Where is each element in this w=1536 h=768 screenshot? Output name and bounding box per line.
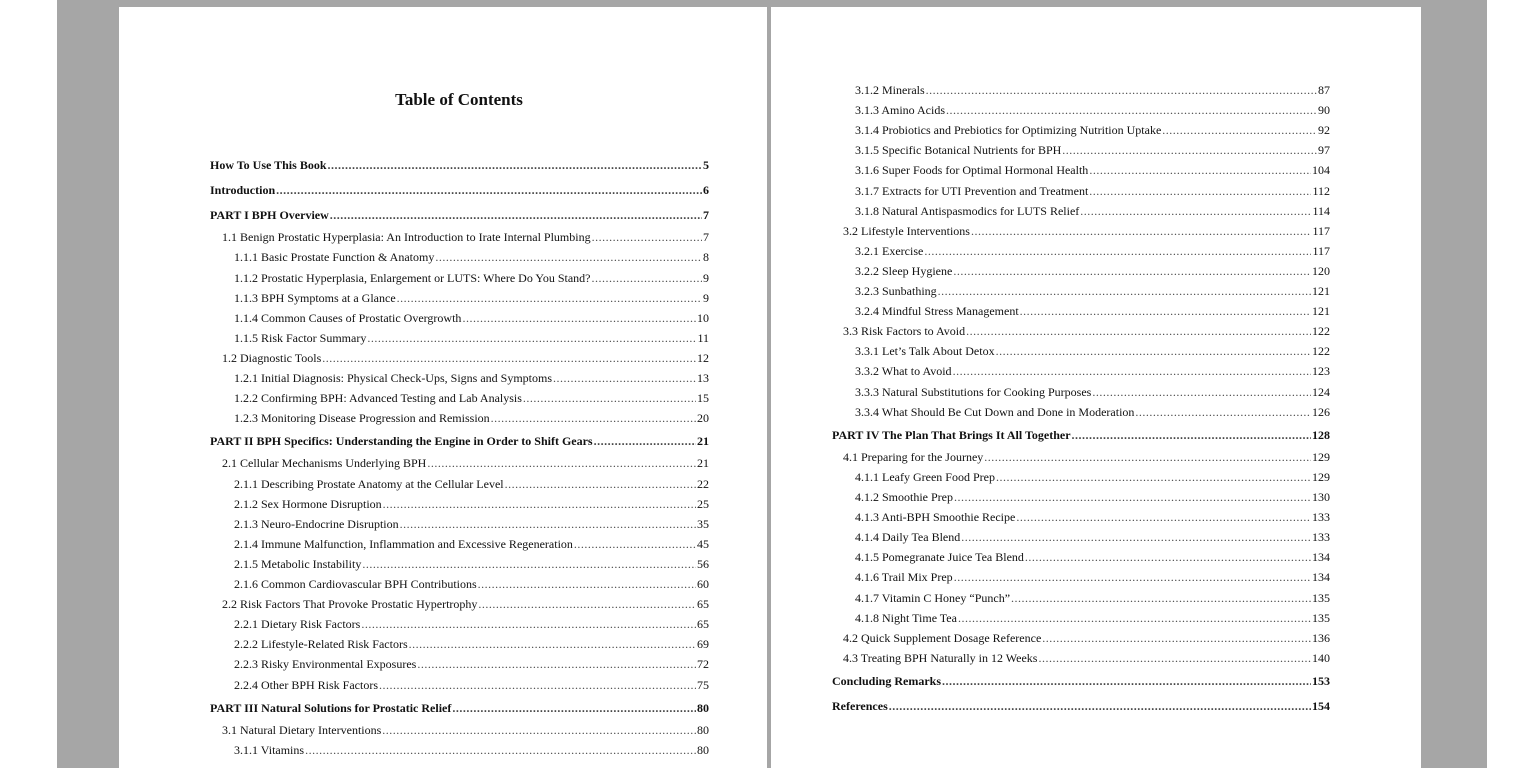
toc-entry-label: 4.1.7 Vitamin C Honey “Punch” [855,590,1011,605]
page-right [771,7,1421,768]
toc-entry-page-number: 133 [1312,510,1330,525]
toc-entry[interactable] [234,617,709,631]
toc-entry-page-number: 12 [697,350,709,365]
toc-entry[interactable] [855,184,1330,198]
toc-entry[interactable] [843,324,1330,338]
toc-entry[interactable] [855,591,1330,605]
dot-leader [322,351,696,365]
toc-entry-page-number: 117 [1312,243,1330,258]
toc-entry-page-number: 65 [697,617,709,632]
toc-entry-page-number: 92 [1318,123,1330,138]
toc-entry[interactable] [855,405,1330,419]
dot-leader [984,450,1311,464]
toc-entry-label: 3.3.3 Natural Substitutions for Cooking Purposes [855,384,1092,399]
dot-leader [382,723,696,737]
dot-leader [417,657,696,671]
toc-entry[interactable] [234,291,709,305]
toc-entry-page-number: 7 [703,208,709,223]
toc-entry[interactable] [222,351,709,365]
toc-entry-page-number: 6 [703,183,709,198]
toc-entry[interactable] [855,204,1330,218]
toc-entry-label: 3.1.1 Vitamins [234,742,305,757]
dot-leader [924,244,1311,258]
dot-leader [1092,385,1311,399]
toc-entry-page-number: 20 [697,411,709,426]
toc-entry-label: 3.1.6 Super Foods for Optimal Hormonal Health [855,163,1089,178]
dot-leader [400,517,696,531]
toc-entry-page-number: 69 [697,637,709,652]
toc-entry-label: 2.2.2 Lifestyle-Related Risk Factors [234,637,408,652]
toc-entry-label: 2.1.6 Common Cardiovascular BPH Contributions [234,577,477,591]
toc-entry-page-number: 122 [1312,344,1330,359]
page-title: Table of Contents [395,90,523,109]
toc-entry-page-number: 133 [1312,530,1330,545]
dot-leader [1042,631,1311,645]
toc-entry-label: 3.2.2 Sleep Hygiene [855,263,953,278]
toc-entry-page-number: 72 [697,657,709,672]
toc-entry[interactable] [832,674,1330,688]
toc-entry-label: 1.1.3 BPH Symptoms at a Glance [234,290,396,305]
dot-leader [328,158,703,172]
toc-entry[interactable] [222,230,709,244]
dot-leader [942,674,1311,688]
dot-leader [1089,163,1311,177]
dot-leader [938,284,1311,298]
dot-leader [427,456,696,470]
dot-leader [435,250,702,264]
toc-entry[interactable] [234,637,709,651]
dot-leader [971,224,1311,238]
dot-leader [946,103,1317,117]
toc-entry-page-number: 128 [1312,427,1330,442]
dot-leader [594,434,696,448]
toc-entry[interactable] [234,557,709,571]
toc-entry-page-number: 140 [1312,650,1330,665]
toc-entry-label: 4.1.5 Pomegranate Juice Tea Blend [855,550,1024,565]
toc-entry[interactable] [210,183,709,197]
dot-leader [961,530,1311,544]
dot-leader [452,701,696,715]
dot-leader [1135,405,1311,419]
toc-entry-page-number: 21 [697,456,709,471]
toc-entry[interactable] [222,597,709,611]
toc-entry[interactable] [855,470,1330,484]
toc-entry-page-number: 153 [1312,673,1330,688]
toc-entry-page-number: 90 [1318,103,1330,118]
toc-entry-label: 3.2.3 Sunbathing [855,284,937,298]
toc-entry[interactable] [855,143,1330,157]
toc-entry-page-number: 80 [697,722,709,737]
dot-leader [1089,184,1311,198]
toc-entry-page-number: 129 [1312,469,1330,484]
toc-entry-label: 1.1.4 Common Causes of Prostatic Overgrowth [234,310,462,325]
dot-leader [574,537,696,551]
toc-entry-label: References [832,699,888,713]
toc-entry[interactable] [843,224,1330,238]
toc-entry-page-number: 35 [697,516,709,531]
dot-leader [409,637,696,651]
toc-entry[interactable] [234,497,709,511]
toc-entry-label: 3.1.2 Minerals [855,83,925,97]
toc-entry-page-number: 22 [697,476,709,491]
toc-entry-label: 3.3.2 What to Avoid [855,364,952,379]
toc-entry-label: 4.1.4 Daily Tea Blend [855,530,961,545]
toc-entry[interactable] [234,311,709,325]
dot-leader [996,470,1311,484]
toc-entry-page-number: 134 [1312,550,1330,565]
toc-entry-label: 2.1.1 Describing Prostate Anatomy at the Cellular Level [234,476,504,491]
toc-entry-page-number: 104 [1312,163,1330,178]
toc-entry-page-number: 122 [1312,324,1330,339]
dot-leader [966,324,1311,338]
toc-entry-label: 2.1.3 Neuro-Endocrine Disruption [234,516,399,531]
toc-entry-label: 1.2.3 Monitoring Disease Progression and Remission [234,411,490,426]
toc-entry[interactable] [855,490,1330,504]
toc-entry-page-number: 130 [1312,490,1330,504]
toc-entry-label: 3.2 Lifestyle Interventions [843,223,970,238]
toc-entry-page-number: 123 [1312,364,1330,379]
toc-entry-label: 3.2.1 Exercise [855,243,924,258]
toc-entry-page-number: 7 [703,230,709,245]
toc-entry[interactable] [234,743,709,757]
dot-leader [379,678,696,692]
toc-entry[interactable] [210,701,709,715]
dot-leader [926,83,1317,97]
toc-entry[interactable] [843,651,1330,665]
toc-entry[interactable] [222,456,709,470]
dot-leader [523,391,696,405]
page-left [119,7,767,768]
toc-entry-label: PART II BPH Specifics: Understanding the Engine in Order to Shift Gears [210,434,593,449]
toc-entry-label: 3.1.8 Natural Antispasmodics for LUTS Relief [855,203,1080,218]
toc-entry-label: 2.2.3 Risky Environmental Exposures [234,657,417,672]
toc-entry[interactable] [855,244,1330,258]
toc-entry[interactable] [234,271,709,285]
toc-entry-page-number: 120 [1312,263,1330,278]
dot-leader [478,577,696,591]
toc-entry[interactable] [855,385,1330,399]
toc-entry-label: 3.1.3 Amino Acids [855,103,946,118]
toc-entry[interactable] [234,537,709,551]
toc-entry-label: 3.1 Natural Dietary Interventions [222,722,382,737]
dot-leader [361,617,696,631]
dot-leader [1162,123,1317,137]
toc-entry-label: 3.1.4 Probiotics and Prebiotics for Optimizing Nutrition Uptake [855,123,1162,138]
toc-entry[interactable] [843,450,1330,464]
toc-entry-label: 2.1.2 Sex Hormone Disruption [234,496,382,511]
toc-entry-label: 2.1.5 Metabolic Instability [234,556,362,571]
toc-entry-page-number: 8 [703,250,709,265]
toc-entry-page-number: 21 [697,434,709,449]
dot-leader [362,557,696,571]
toc-entry[interactable] [234,391,709,405]
toc-entry[interactable] [210,208,709,222]
toc-entry-page-number: 121 [1312,284,1330,298]
toc-entry-label: 4.2 Quick Supplement Dosage Reference [843,630,1042,645]
toc-entry-label: 3.2.4 Mindful Stress Management [855,304,1019,319]
dot-leader [1080,204,1311,218]
dot-leader [953,364,1311,378]
toc-entry-page-number: 121 [1312,304,1330,319]
dot-leader [478,597,696,611]
toc-entry-label: 4.1.2 Smoothie Prep [855,490,953,504]
dot-leader [592,271,703,285]
toc-entry[interactable] [234,678,709,692]
toc-entry-page-number: 60 [697,577,709,591]
toc-entry-label: How To Use This Book [210,158,327,172]
toc-entry[interactable] [855,264,1330,278]
toc-entry[interactable] [832,428,1330,442]
toc-entry[interactable] [234,477,709,491]
dot-leader [1016,510,1311,524]
toc-entry-label: 2.2.4 Other BPH Risk Factors [234,677,378,692]
toc-entry-page-number: 135 [1312,610,1330,625]
toc-entry[interactable] [210,434,709,448]
toc-entry[interactable] [234,331,709,345]
toc-entry[interactable] [855,611,1330,625]
toc-entry[interactable] [855,123,1330,137]
toc-entry-label: PART I BPH Overview [210,208,329,223]
toc-entry-label: 3.1.5 Specific Botanical Nutrients for BPH [855,143,1062,158]
toc-entry-page-number: 134 [1312,570,1330,585]
dot-leader [367,331,696,345]
toc-entry[interactable] [855,304,1330,318]
toc-entry[interactable] [234,517,709,531]
toc-entry-page-number: 75 [697,677,709,692]
dot-leader [1020,304,1311,318]
dot-leader [276,183,702,197]
dot-leader [491,411,696,425]
dot-leader [1025,550,1311,564]
toc-entry-label: 4.1.6 Trail Mix Prep [855,570,953,585]
toc-entry-page-number: 9 [703,270,709,285]
dot-leader [1038,651,1311,665]
toc-entry-page-number: 97 [1318,143,1330,158]
toc-entry-page-number: 87 [1318,83,1330,97]
toc-entry[interactable] [855,570,1330,584]
toc-entry-page-number: 25 [697,496,709,511]
toc-entry-page-number: 10 [697,310,709,325]
dot-leader [996,344,1311,358]
toc-entry-page-number: 129 [1312,449,1330,464]
toc-entry[interactable] [855,364,1330,378]
toc-entry[interactable] [234,371,709,385]
toc-entry[interactable] [222,723,709,737]
dot-leader [305,743,696,757]
toc-entry-page-number: 56 [697,556,709,571]
dot-leader [330,208,702,222]
dot-leader [1011,591,1311,605]
dot-leader [383,497,696,511]
dot-leader [397,291,702,305]
toc-entry[interactable] [855,530,1330,544]
toc-entry[interactable] [855,510,1330,524]
dot-leader [553,371,696,385]
toc-entry-page-number: 11 [697,330,709,345]
toc-entry[interactable] [210,158,709,172]
toc-entry-label: Concluding Remarks [832,673,942,688]
toc-entry-page-number: 13 [697,371,709,385]
dot-leader [592,230,702,244]
toc-entry-page-number: 114 [1312,203,1330,218]
dot-leader [954,490,1311,504]
toc-entry-label: 2.2 Risk Factors That Provoke Prostatic Hypertrophy [222,597,478,612]
toc-entry-label: Introduction [210,183,276,198]
dot-leader [505,477,696,491]
toc-entry-page-number: 126 [1312,404,1330,419]
toc-entry-label: 1.2.2 Confirming BPH: Advanced Testing and Lab Analysis [234,391,522,406]
toc-entry-page-number: 45 [697,536,709,551]
toc-entry-page-number: 65 [697,597,709,612]
toc-entry-label: PART III Natural Solutions for Prostatic Relief [210,700,452,715]
toc-entry-page-number: 80 [697,742,709,757]
toc-entry-label: 2.1 Cellular Mechanisms Underlying BPH [222,456,427,471]
toc-entry[interactable] [855,163,1330,177]
dot-leader [1062,143,1317,157]
toc-entry-label: 1.1.5 Risk Factor Summary [234,330,367,345]
dot-leader [954,570,1311,584]
toc-entry-label: 3.3 Risk Factors to Avoid [843,324,966,339]
dot-leader [462,311,696,325]
dot-leader [958,611,1311,625]
toc-entry-page-number: 124 [1312,384,1330,399]
toc-entry-label: 4.1.3 Anti-BPH Smoothie Recipe [855,510,1016,525]
toc-entry-page-number: 15 [697,391,709,406]
toc-entry-label: 1.2 Diagnostic Tools [222,350,322,365]
toc-entry-page-number: 9 [703,290,709,305]
toc-entry-page-number: 117 [1312,223,1330,238]
toc-entry[interactable] [855,550,1330,564]
toc-entry-page-number: 112 [1312,183,1330,198]
toc-entry-label: 3.3.1 Let’s Talk About Detox [855,344,995,359]
toc-entry[interactable] [855,344,1330,358]
toc-entry-label: 1.2.1 Initial Diagnosis: Physical Check-Ups, Signs and Symptoms [234,371,552,385]
toc-entry-label: 1.1.1 Basic Prostate Function & Anatomy [234,250,435,265]
toc-entry-label: 3.1.7 Extracts for UTI Prevention and Treatment [855,183,1089,198]
toc-entry[interactable] [234,411,709,425]
toc-entry[interactable] [855,284,1330,298]
toc-entry-label: PART IV The Plan That Brings It All Together [832,427,1071,442]
toc-entry-label: 1.1.2 Prostatic Hyperplasia, Enlargement or LUTS: Where Do You Stand? [234,270,591,285]
toc-entry[interactable] [234,577,709,591]
toc-entry[interactable] [843,631,1330,645]
dot-leader [889,699,1311,713]
dot-leader [953,264,1311,278]
toc-entry[interactable] [855,83,1330,97]
toc-entry-page-number: 5 [703,158,709,172]
toc-entry[interactable] [832,699,1330,713]
toc-entry[interactable] [855,103,1330,117]
toc-entry[interactable] [234,250,709,264]
toc-entry-label: 3.3.4 What Should Be Cut Down and Done in Moderation [855,404,1135,419]
toc-entry-label: 2.1.4 Immune Malfunction, Inflammation and Excessive Regeneration [234,536,573,551]
toc-entry-label: 4.1.1 Leafy Green Food Prep [855,469,995,484]
toc-entry-label: 2.2.1 Dietary Risk Factors [234,617,361,632]
dot-leader [1072,428,1311,442]
toc-entry[interactable] [234,657,709,671]
toc-entry-label: 4.3 Treating BPH Naturally in 12 Weeks [843,650,1038,665]
toc-entry-label: 4.1.8 Night Time Tea [855,610,957,625]
toc-entry-page-number: 80 [697,700,709,715]
toc-entry-page-number: 136 [1312,630,1330,645]
toc-entry-page-number: 135 [1312,590,1330,605]
toc-entry-label: 4.1 Preparing for the Journey [843,449,984,464]
toc-entry-page-number: 154 [1312,699,1330,713]
toc-entry-label: 1.1 Benign Prostatic Hyperplasia: An Introduction to Irate Internal Plumbing [222,230,591,245]
